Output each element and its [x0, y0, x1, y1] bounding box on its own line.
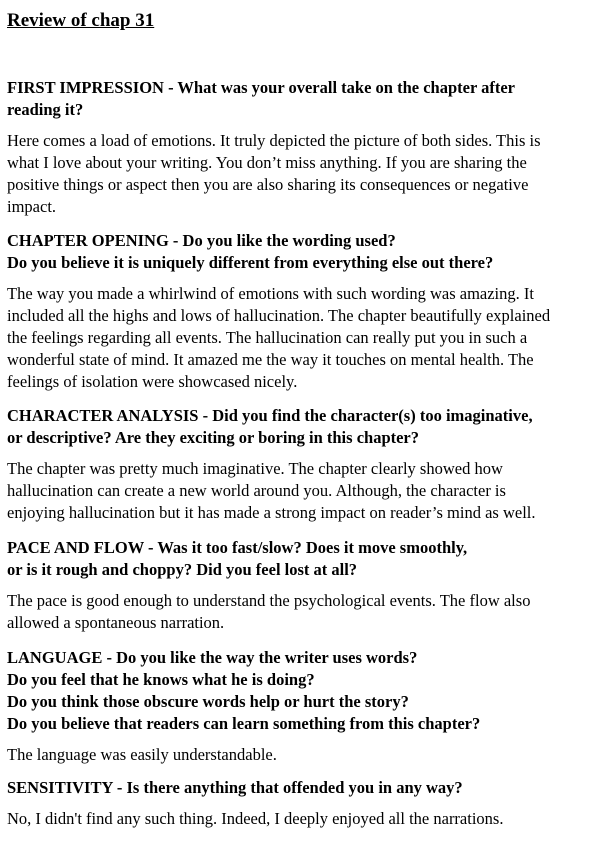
section-chapter-opening	[7, 230, 597, 393]
answer-line: the feelings regarding all events. The hallucination can really put you in such a	[7, 328, 528, 347]
question-line: or descriptive? Are they exciting or boring in this chapter?	[7, 428, 420, 447]
answer-line: The chapter was pretty much imaginative. The chapter clearly showed how	[7, 459, 503, 478]
answer-line: hallucination can create a new world around you. Although, the character is	[7, 481, 506, 500]
answer-line: impact.	[7, 197, 57, 216]
document-title: Review of chap 31	[7, 10, 155, 31]
answer-line: The way you made a whirlwind of emotions with such wording was amazing. It	[7, 284, 534, 303]
answer-line: The language was easily understandable.	[7, 745, 277, 764]
answer-line: feelings of isolation were showcased nicely.	[7, 372, 298, 391]
section-language	[7, 647, 597, 766]
answer-line: Here comes a load of emotions. It truly depicted the picture of both sides. This is	[7, 131, 541, 150]
answer-line: positive things or aspect then you are also sharing its consequences or negative	[7, 175, 529, 194]
answer-line: included all the highs and lows of hallucination. The chapter beautifully explained	[7, 306, 551, 325]
section-question	[7, 230, 597, 274]
question-line: or is it rough and choppy? Did you feel lost at all?	[7, 560, 358, 579]
section-question	[7, 647, 597, 735]
section-question	[7, 777, 597, 799]
question-line: SENSITIVITY - Is there anything that offended you in any way?	[7, 778, 463, 797]
section-answer	[7, 808, 597, 830]
section-first-impression	[7, 77, 597, 218]
section-character-analysis	[7, 405, 597, 524]
question-line: Do you feel that he knows what he is doing?	[7, 670, 315, 689]
question-line: Do you think those obscure words help or hurt the story?	[7, 692, 409, 711]
question-line: PACE AND FLOW - Was it too fast/slow? Does it move smoothly,	[7, 538, 468, 557]
question-line: FIRST IMPRESSION - What was your overall take on the chapter after	[7, 78, 515, 97]
question-line: Do you believe that readers can learn something from this chapter?	[7, 714, 481, 733]
section-answer	[7, 744, 597, 766]
answer-line: allowed a spontaneous narration.	[7, 613, 225, 632]
answer-line: wonderful state of mind. It amazed me the way it touches on mental health. The	[7, 350, 534, 369]
section-answer	[7, 130, 597, 218]
section-answer	[7, 458, 597, 524]
section-question	[7, 405, 597, 449]
section-pace-and-flow	[7, 537, 597, 634]
section-answer	[7, 590, 597, 634]
answer-line: what I love about your writing. You don’t miss anything. If you are sharing the	[7, 153, 527, 172]
section-answer	[7, 283, 597, 393]
question-line: CHAPTER OPENING - Do you like the wording used?	[7, 231, 396, 250]
question-line: CHARACTER ANALYSIS - Did you find the character(s) too imaginative,	[7, 406, 533, 425]
section-question	[7, 77, 597, 121]
section-question	[7, 537, 597, 581]
answer-line: The pace is good enough to understand the psychological events. The flow also	[7, 591, 531, 610]
answer-line: No, I didn't find any such thing. Indeed, I deeply enjoyed all the narrations.	[7, 809, 504, 828]
section-sensitivity	[7, 777, 597, 830]
question-line: LANGUAGE - Do you like the way the writer uses words?	[7, 648, 418, 667]
question-line: reading it?	[7, 100, 84, 119]
answer-line: enjoying hallucination but it has made a strong impact on reader’s mind as well.	[7, 503, 536, 522]
question-line: Do you believe it is uniquely different from everything else out there?	[7, 253, 494, 272]
